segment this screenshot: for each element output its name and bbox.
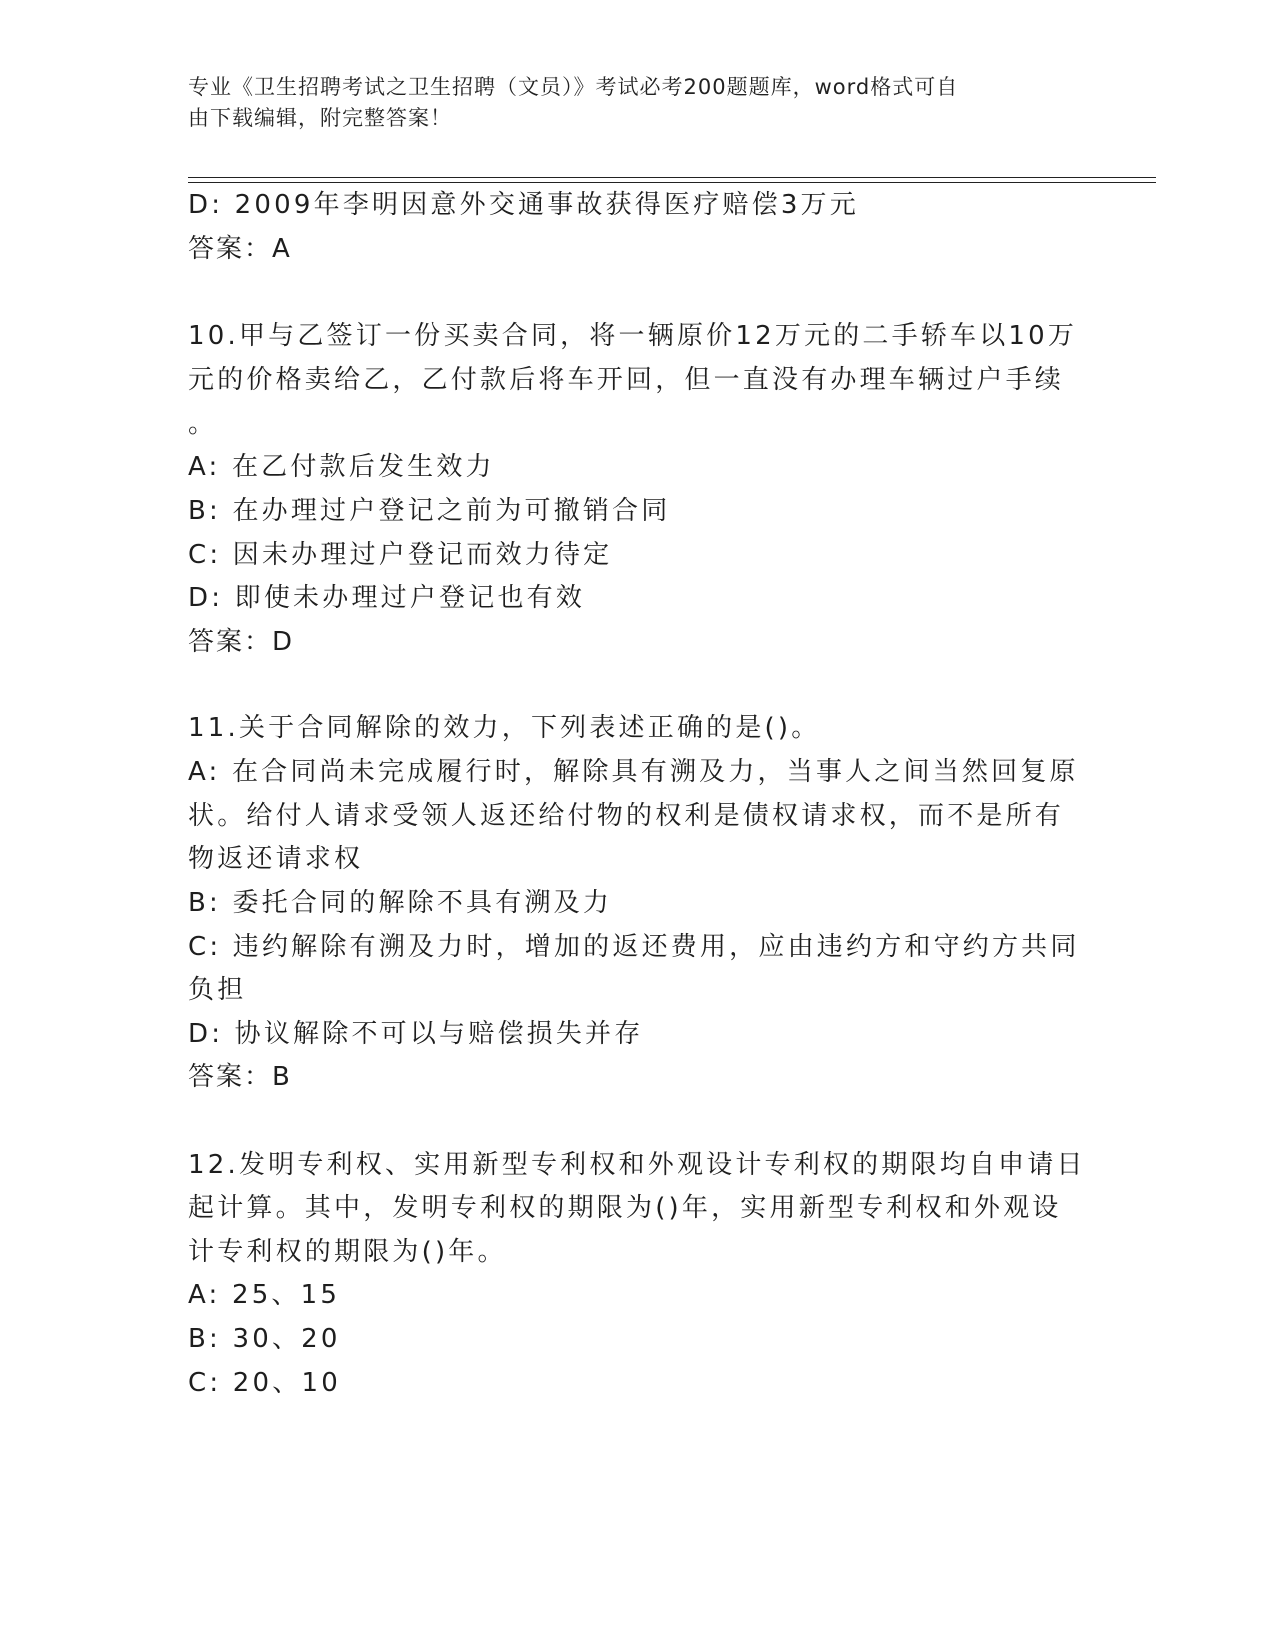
option-line: C: 因未办理过户登记而效力待定: [188, 540, 613, 570]
option-line: 物返还请求权: [188, 844, 364, 874]
option-line: B: 30、20: [188, 1324, 341, 1354]
answer-line: 答案：B: [188, 1062, 292, 1092]
option-line: D: 协议解除不可以与赔偿损失并存: [188, 1019, 644, 1049]
question-line: 起计算。其中，发明专利权的期限为()年，实用新型专利权和外观设: [188, 1193, 1062, 1223]
header-title-line-2: 由下载编辑，附完整答案！: [188, 106, 452, 130]
question-line: 11.关于合同解除的效力，下列表述正确的是()。: [188, 713, 821, 743]
question-line: 12.发明专利权、实用新型专利权和外观设计专利权的期限均自申请日: [188, 1150, 1086, 1180]
question-line: 元的价格卖给乙，乙付款后将车开回，但一直没有办理车辆过户手续: [188, 365, 1065, 395]
header-rule-top: [188, 177, 1156, 178]
option-line: C: 20、10: [188, 1368, 341, 1398]
option-line: D: 2009年李明因意外交通事故获得医疗赔偿3万元: [188, 190, 859, 220]
answer-line: 答案：A: [188, 234, 292, 264]
header-title-line-1: 专业《卫生招聘考试之卫生招聘（文员）》考试必考200题题库，word格式可自: [188, 75, 959, 99]
header-rule-bottom: [188, 182, 1156, 183]
option-line: C: 违约解除有溯及力时，增加的返还费用，应由违约方和守约方共同: [188, 932, 1080, 962]
option-line: 负担: [188, 975, 247, 1005]
option-line: D: 即使未办理过户登记也有效: [188, 583, 586, 613]
option-line: A: 在合同尚未完成履行时，解除具有溯及力，当事人之间当然回复原: [188, 757, 1079, 787]
question-line: 计专利权的期限为()年。: [188, 1237, 507, 1267]
option-line: B: 委托合同的解除不具有溯及力: [188, 888, 613, 918]
option-line: A: 在乙付款后发生效力: [188, 452, 495, 482]
question-line: 10.甲与乙签订一份买卖合同，将一辆原价12万元的二手轿车以10万: [188, 321, 1078, 351]
option-line: B: 在办理过户登记之前为可撤销合同: [188, 496, 671, 526]
option-line: A: 25、15: [188, 1280, 341, 1310]
answer-line: 答案：D: [188, 627, 295, 657]
option-line: 状。给付人请求受领人返还给付物的权利是债权请求权，而不是所有: [188, 801, 1065, 831]
document-header: [188, 72, 1068, 134]
question-line: 。: [188, 409, 218, 439]
